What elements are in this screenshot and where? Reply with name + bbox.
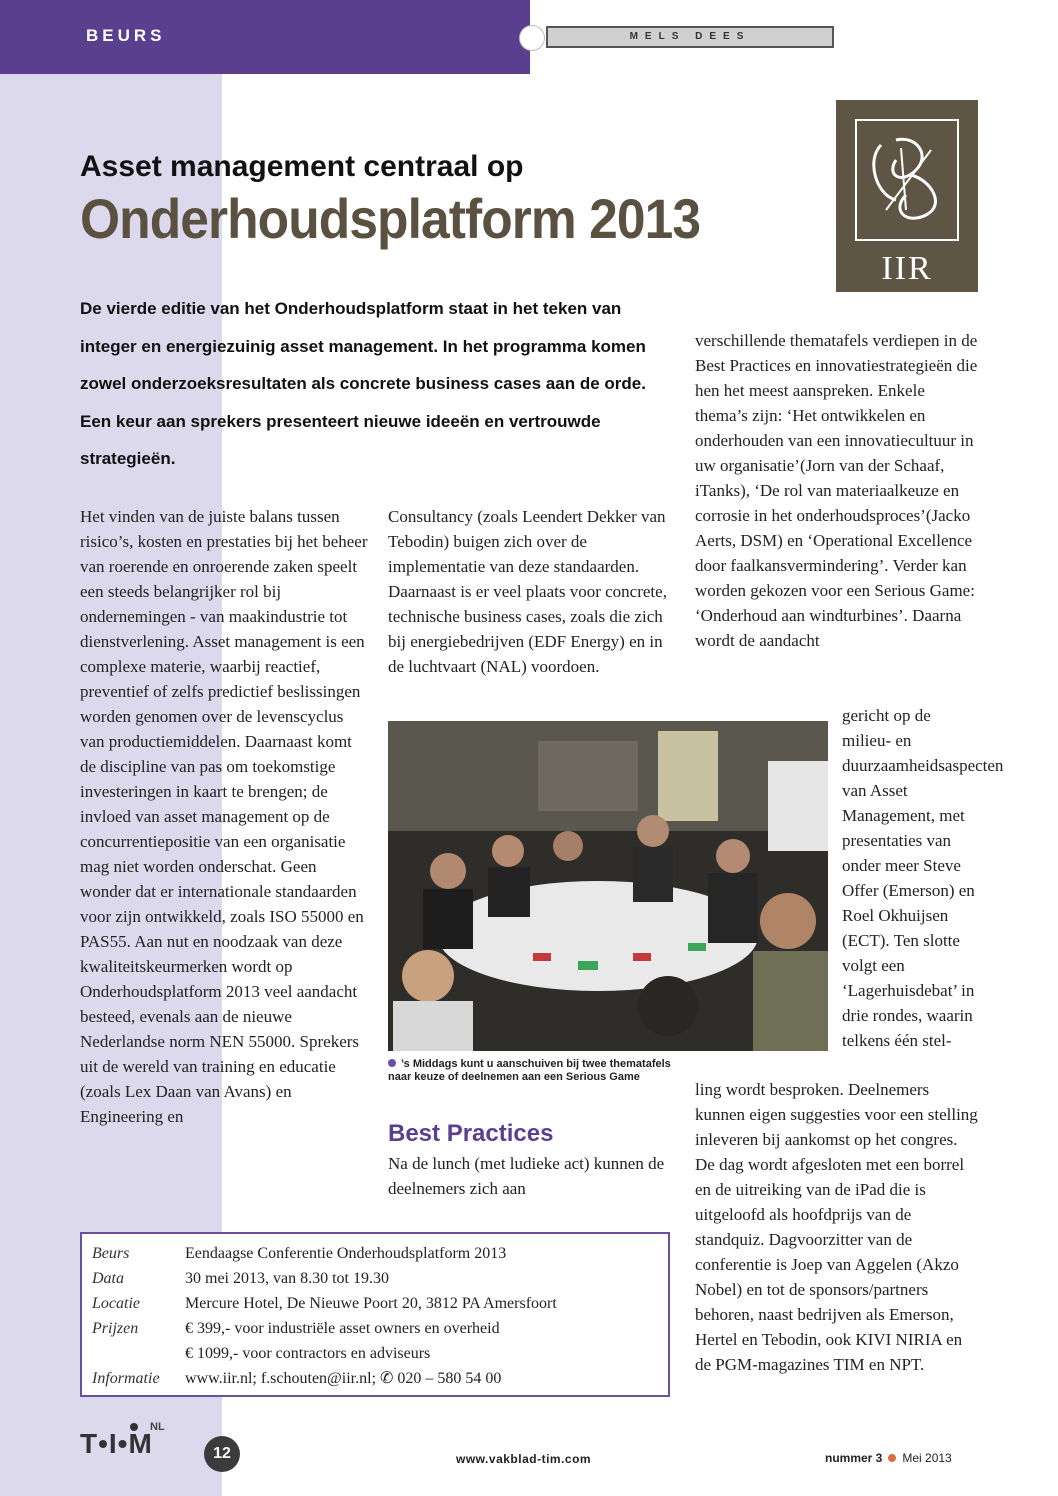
info-value: www.iir.nl; f.schouten@iir.nl; ✆ 020 – 580 54 00: [185, 1370, 502, 1387]
conference-photo: [388, 721, 828, 1051]
body-column-3-narrow: gericht op de milieu- en duurzaamheidsaspecten van Asset Management, met presentaties van onder meer Steve Offer (Emerson) en Roel Okhuijsen (ECT). Ten slotte volgt een ‘Lagerhuisdebat’ in drie rondes, waarin telkens één stel-: [842, 706, 1004, 1050]
body-column-2: Consultancy (zoals Leendert Dekker van Tebodin) buigen zich over de implementatie van deze standaarden. Daarnaast is er veel plaats voor concrete, technische business cases, zoals die zich bij energiebedrijven (EDF Energy) en in de luchtvaart (NAL) voordoen.: [388, 507, 667, 676]
info-value: Eendaagse Conferentie Onderhoudsplatform 2013: [185, 1245, 507, 1262]
info-value: Mercure Hotel, De Nieuwe Poort 20, 3812 PA Amersfoort: [185, 1295, 557, 1312]
photo-caption-text: ’s Middags kunt u aanschuiven bij twee thematafels naar keuze of deelnemen aan een Serious Game: [388, 1058, 671, 1083]
info-label: Beurs: [92, 1245, 130, 1262]
article-headline: Onderhoudsplatform 2013: [80, 187, 701, 250]
footer-issue: [825, 1451, 952, 1465]
article-kicker: Asset management centraal op: [80, 150, 524, 183]
subheading-best-practices: Best Practices: [388, 1120, 554, 1147]
info-label: Prijzen: [92, 1320, 139, 1337]
iir-logo: [836, 100, 978, 292]
article-intro: De vierde editie van het Onderhoudsplatform staat in het teken van integer en energiezuinig asset management. In het programma komen zowel onderzoeksresultaten als concrete business cases aan de orde. Een keur aan sprekers presenteert nieuwe ideeën en vertrouwde strategieën.: [80, 299, 646, 468]
issue-dot-icon: [888, 1454, 896, 1462]
iir-logo-text: IIR: [881, 250, 933, 287]
info-label: Data: [92, 1270, 124, 1287]
section-label: BEURS: [86, 26, 166, 45]
iir-monogram-icon: [836, 100, 978, 250]
body-column-1: Het vinden van de juiste balans tussen risico’s, kosten en prestaties bij het beheer van roerende en onroerende zaken speelt een steeds belangrijker rol bij ondernemingen - van maakindustrie tot dienstverlening. Asset management is een complexe materie, waarbij reactief, preventief of zelfs predictief beslissingen worden genomen over de levenscyclus van productiemiddelen. Daarnaast komt de discipline van pas om toekomstige investeringen in kaart te brengen; de invloed van asset management op de concurrentiepositie van een organisatie mag niet worden onderschat. Geen wonder dat er internationale standaarden voor zijn ontwikkeld, zoals ISO 55000 en PAS55. Aan nut en noodzaak van deze kwaliteitskeurmerken wordt op Onderhoudsplatform 2013 veel aandacht besteed, evenals aan de nieuwe Nederlandse norm NEN 55000. Sprekers uit de wereld van training en educatie (zoals Lex Daan van Avans) en Engineering en: [80, 507, 368, 1126]
photo-caption: [388, 1058, 688, 1084]
caption-bullet-icon: [388, 1059, 396, 1067]
info-label: Locatie: [92, 1295, 140, 1312]
section-header-bar: [0, 0, 530, 74]
info-value: € 1099,- voor contractors en adviseurs: [185, 1345, 431, 1362]
issue-number: nummer 3: [825, 1451, 883, 1465]
issue-date: Mei 2013: [902, 1451, 952, 1465]
footer-website: www.vakblad-tim.com: [456, 1452, 592, 1466]
tim-logo: T•I•M: [80, 1428, 153, 1459]
author-bar: MELS DEES: [546, 26, 834, 48]
info-value: 30 mei 2013, van 8.30 tot 19.30: [185, 1270, 389, 1287]
page-number: 12: [204, 1436, 240, 1472]
body-column-3: verschillende thematafels verdiepen in de Best Practices en innovatiestrategieën die hen het meest aanspreken. Enkele thema’s zijn: ‘Het ontwikkelen en onderhouden van een innovatiecultuur in uw organisatie’(Jorn van der Schaaf, iTanks), ‘De rol van materiaalkeuze en corrosie in het onderhoudsproces’(Jacko Aerts, DSM) en ‘Operational Excellence door faalkansvermindering’. Verder kan worden gekozen voor een Serious Game: ‘Onderhoud aan windturbines’. Daarna wordt de aandacht: [695, 331, 978, 650]
body-column-3-continued: ling wordt besproken. Deelnemers kunnen eigen suggesties voor een stelling inleveren bij aankomst op het congres. De dag wordt afgesloten met een borrel en de uitreiking van de iPad die is uitgeloofd als hoofdprijs van de standquiz. Dagvoorzitter van de conferentie is Joep van Aggelen (Akzo Nobel) en tot de sponsors/partners behoren, naast bedrijven als Emerson, Hertel en Tebodin, ook KIVI NIRIA en de PGM-magazines TIM en NPT.: [695, 1080, 978, 1374]
info-value: € 399,- voor industriële asset owners en overheid: [185, 1320, 500, 1337]
event-info-box: [80, 1232, 670, 1397]
header-dot: [520, 26, 544, 50]
body-column-2-continued: Na de lunch (met ludieke act) kunnen de deelnemers zich aan: [388, 1154, 665, 1198]
info-label: Informatie: [92, 1370, 160, 1387]
tim-logo-suffix: NL: [150, 1421, 165, 1433]
